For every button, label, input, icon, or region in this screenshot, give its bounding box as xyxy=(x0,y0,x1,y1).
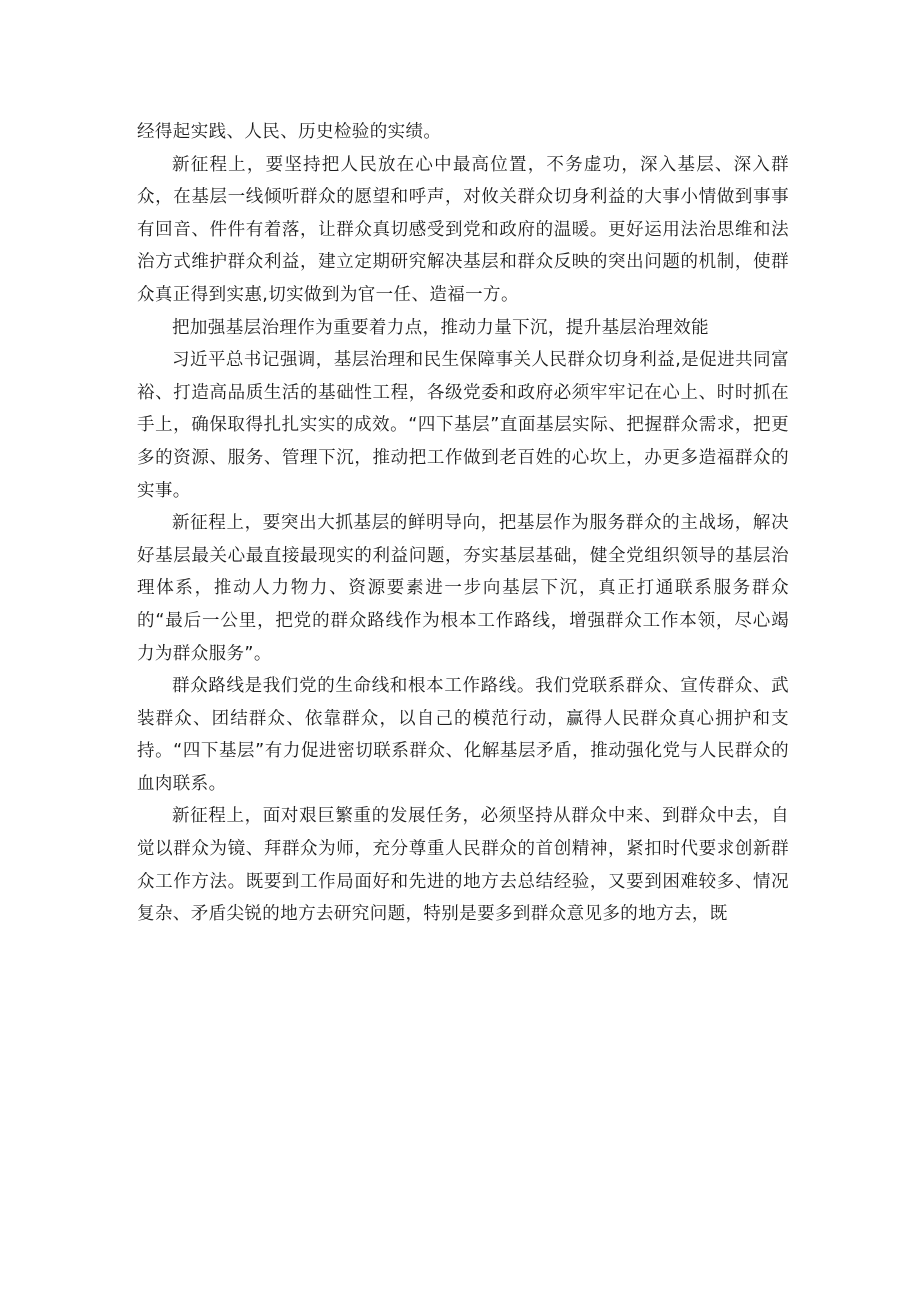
paragraph: 新征程上，要坚持把人民放在心中最高位置，不务虚功，深入基层、深入群众，在基层一线倾听群众的愿望和呼声，对攸关群众切身利益的大事小情做到事事有回音、件件有着落，让群众真切感受到党和政府的温暖。更好运用法治思维和法治方式维护群众利益，建立定期研究解决基层和群众反映的突出问题的机制，使群众真正得到实惠,切实做到为官一任、造福一方。 xyxy=(137,154,789,305)
document-body xyxy=(137,116,789,931)
section-heading: 把加强基层治理作为重要着力点，推动力量下沉，提升基层治理效能 xyxy=(172,317,709,338)
paragraph-continuation: 经得起实践、人民、历史检验的实绩。 xyxy=(137,122,442,142)
paragraph: 新征程上，要突出大抓基层的鲜明导向，把基层作为服务群众的主战场，解决好基层最关心最直接最现实的利益问题，夯实基层基础，健全党组织领导的基层治理体系，推动人力物力、资源要素进一步向基层下沉，真正打通联系服务群众的“最后一公里，把党的群众路线作为根本工作路线，增强群众工作本领，尽心竭力为群众服务”。 xyxy=(137,513,789,664)
paragraph: 新征程上，面对艰巨繁重的发展任务，必须坚持从群众中来、到群众中去，自觉以群众为镜、拜群众为师，充分尊重人民群众的首创精神，紧扣时代要求创新群众工作方法。既要到工作局面好和先进的地方去总结经验，又要到困难较多、情况复杂、矛盾尖锐的地方去研究问题，特别是要多到群众意见多的地方去，既 xyxy=(137,806,789,925)
paragraph: 群众路线是我们党的生命线和根本工作路线。我们党联系群众、宣传群众、武装群众、团结群众、依靠群众，以自己的模范行动，赢得人民群众真心拥护和支持。“四下基层”有力促进密切联系群众、化解基层矛盾，推动强化党与人民群众的血肉联系。 xyxy=(137,676,789,794)
paragraph: 习近平总书记强调，基层治理和民生保障事关人民群众切身利益,是促进共同富裕、打造高品质生活的基础性工程，各级党委和政府必须牢牢记在心上、时时抓在手上，确保取得扎扎实实的成效。“四下基层”直面基层实际、把握群众需求，把更多的资源、服务、管理下沉，推动把工作做到老百姓的心坎上，办更多造福群众的实事。 xyxy=(137,350,789,501)
